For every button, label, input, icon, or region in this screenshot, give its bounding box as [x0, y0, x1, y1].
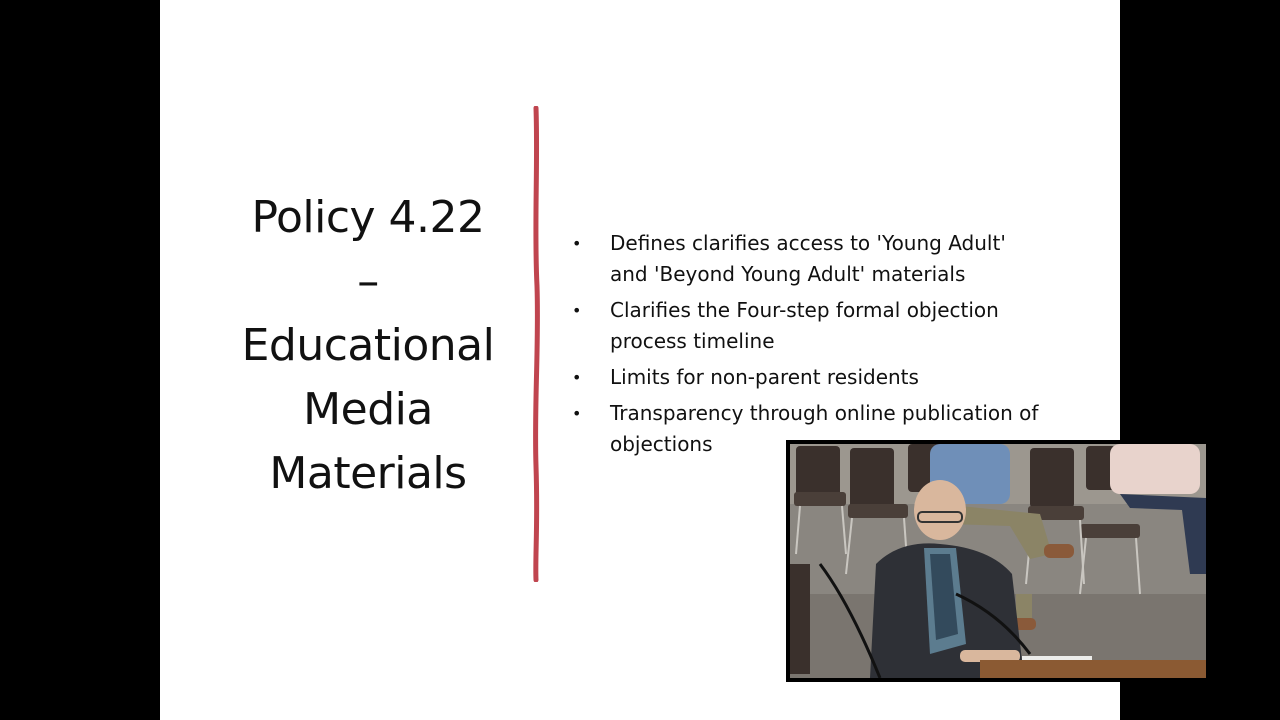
slide-title	[220, 186, 516, 506]
slide-title-line: –	[357, 256, 379, 307]
slide-title-line: Policy 4.22	[251, 192, 485, 243]
bullet-item	[572, 295, 1042, 357]
bullet-icon: •	[572, 301, 582, 320]
camera-inset	[786, 440, 1210, 682]
speaker-scene-illustration	[790, 444, 1206, 678]
slide-title-line: Media	[303, 384, 433, 435]
slide-bullet-list	[572, 228, 1042, 465]
camera-feed-image	[790, 444, 1206, 678]
slide-title-line: Educational	[241, 320, 495, 371]
bullet-text: Limits for non-parent residents	[610, 365, 919, 389]
bullet-text: Defines clarifies access to 'Young Adult' and 'Beyond Young Adult' materials	[610, 231, 1006, 286]
bullet-text: Transparency through online publication of objections	[610, 401, 1039, 456]
bullet-icon: •	[572, 368, 582, 387]
bullet-item	[572, 228, 1042, 290]
bullet-icon: •	[572, 404, 582, 423]
bullet-icon: •	[572, 234, 582, 253]
bullet-item	[572, 362, 1042, 393]
bullet-text: Clarifies the Four-step formal objection process timeline	[610, 298, 999, 353]
slide-divider-line	[532, 106, 540, 582]
slide-title-line: Materials	[269, 448, 467, 499]
